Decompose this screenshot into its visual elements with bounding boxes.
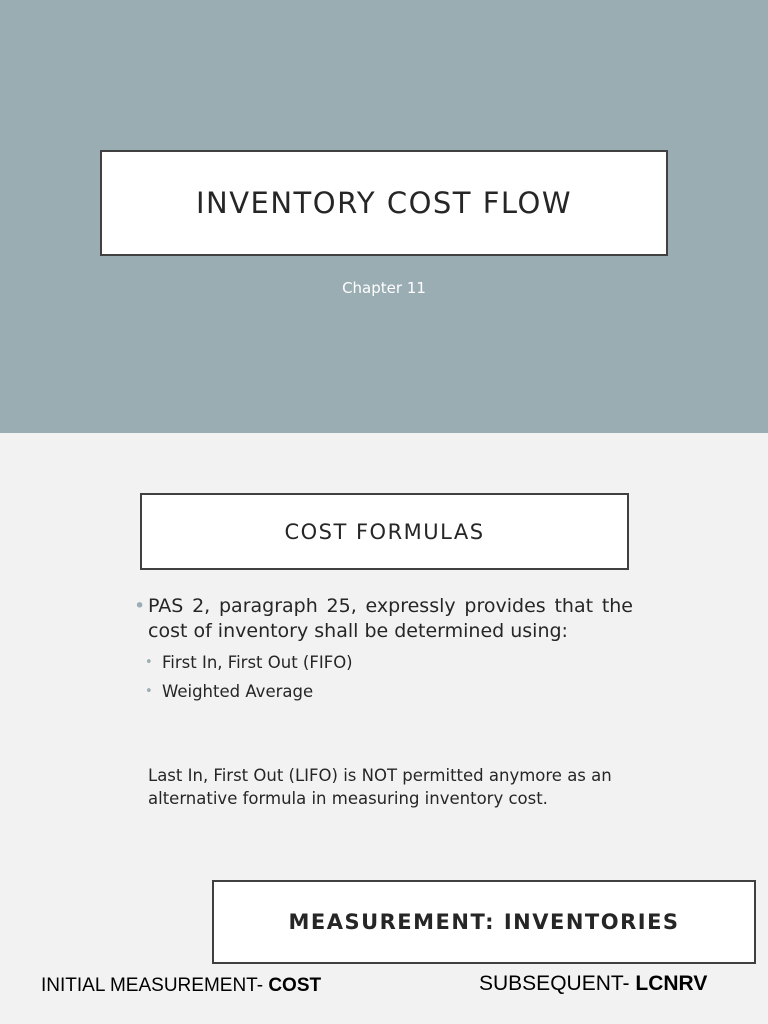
initial-label: INITIAL MEASUREMENT- (41, 975, 269, 996)
initial-measurement (41, 975, 321, 997)
subsequent-label: SUBSEQUENT- (479, 972, 636, 995)
bullet-icon: • (145, 655, 153, 670)
title-box (100, 150, 668, 256)
lifo-note: Last In, First Out (LIFO) is NOT permitted anymore as an alternative formula in measuring inventory cost. (148, 766, 612, 808)
measurement-box (212, 880, 756, 964)
measurement-heading: MEASUREMENT: INVENTORIES (288, 910, 680, 934)
sub-bullet-text: Weighted Average (162, 682, 314, 701)
section-heading: COST FORMULAS (284, 519, 485, 544)
sub-bullet-text: First In, First Out (FIFO) (162, 653, 353, 672)
slide-title: INVENTORY COST FLOW (195, 186, 573, 220)
initial-value: COST (268, 975, 322, 996)
subsequent-measurement (479, 972, 707, 996)
list-item (134, 652, 633, 673)
bullet-list (134, 594, 633, 702)
cost-formulas-box (140, 493, 629, 570)
subsequent-value: LCNRV (635, 972, 708, 995)
bullet-text: PAS 2, paragraph 25, expressly provides that the cost of inventory shall be determined using: (148, 595, 633, 642)
bullet-icon: • (134, 595, 146, 617)
bullet-icon: • (145, 684, 153, 699)
list-item (134, 594, 633, 644)
slide-subtitle: Chapter 11 (342, 279, 426, 297)
title-slide (0, 0, 768, 433)
list-item (134, 681, 633, 702)
